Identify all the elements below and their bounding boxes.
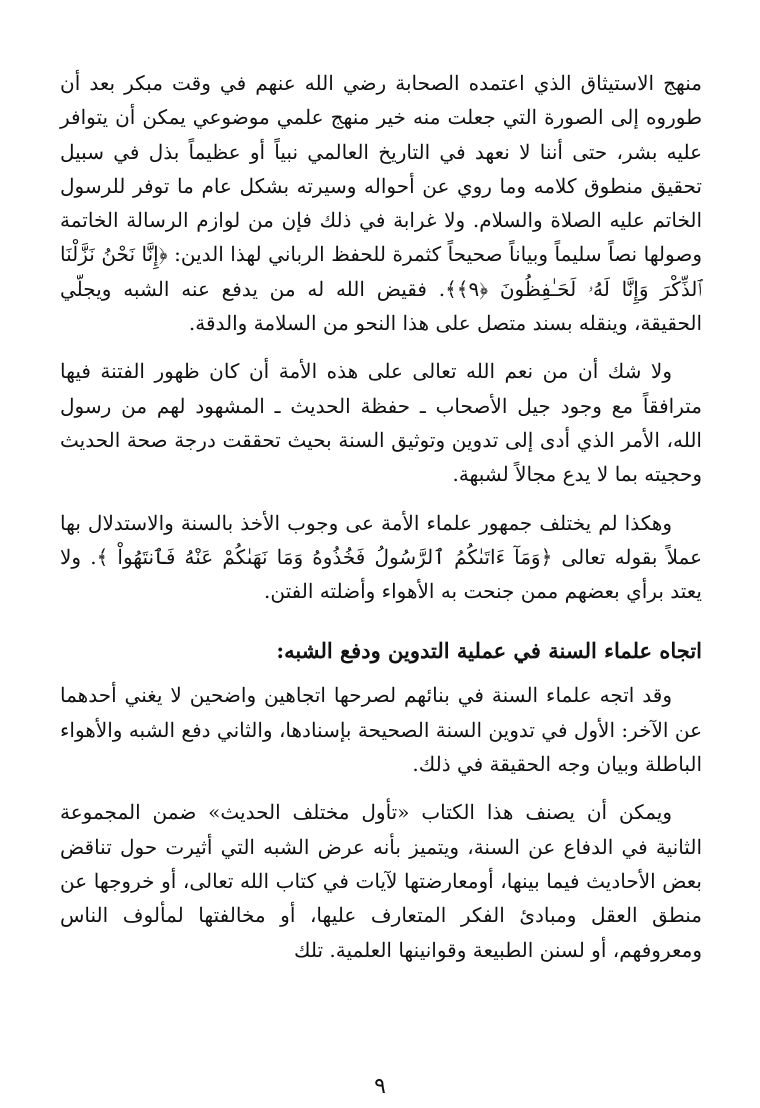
paragraph-3 [60, 506, 702, 609]
paragraph-3-text-before-verse: وهكذا لم يختلف جمهور علماء الأمة عى وجوب الأخذ بالسنة والاستدلال بها عملاً بقوله تعالى [60, 510, 703, 569]
book-page [60, 66, 702, 1068]
paragraph-1 [60, 66, 702, 340]
paragraph-1-text-after-verse: . فقيض الله له من يدفع عنه الشبه ويجلّي الحقيقة، وينقله بسند متصل على هذا النحو من السلامة والدقة. [60, 276, 702, 336]
section-heading: اتجاه علماء السنة في عملية التدوين ودفع الشبه: [276, 638, 702, 664]
paragraph-2: ولا شك أن من نعم الله تعالى على هذه الأمة أن كان ظهور الفتنة فيها مترافقاً مع وجود جيل الأصحاب ـ حفظة الحديث ـ المشهود لهم من رسول الله، الأمر الذي أدى إلى تدوين وتوثيق السنة بحيث تحققت درجة صحة الحديث وحجيته بما لا يدع مجالاً لشبهة. [60, 359, 702, 487]
paragraph-spacer [60, 781, 702, 795]
paragraph-4: وقد اتجه علماء السنة في بنائهم لصرحها اتجاهين واضحين لا يغني أحدهما عن الآخر: الأول في تدوين السنة الصحيحة بإسنادها، والثاني دفع الشبه والأهواء الباطلة وبيان وجه الحقيقة في ذلك. [60, 683, 703, 777]
paragraph-spacer [60, 492, 702, 506]
quran-verse-al-hashr-7: ﴿وَمَآ ءَاتَىٰكُمُ ٱلرَّسُولُ فَخُذُوهُ وَمَا نَهَىٰكُمْ عَنْهُ فَٱنتَهُواْ ﴾ [96, 544, 553, 569]
paragraph-1-text-before-verse: منهج الاستيثاق الذي اعتمده الصحابة رضي الله عنهم في وقت مبكر بعد أن طوروه إلى الصورة التي جعلت منه خير منهج علمي موضوعي يمكن أن يتوافر عليه بشر، حتى أننا لا نعهد في التاريخ العالمي نبياً أو عظيماً بذل في سبيل تحقيق منطوق كلامه وما روي عن أحواله وسيرته بشكل عام ما توفر للرسول الخاتم عليه الصلاة والسلام. ولا غرابة في ذلك فإن من لوازم الرسالة الخاتمة وصولها نصاً سليماً وبياناً صحيحاً كثمرة للحفظ الرباني لهذا الدين: [60, 71, 702, 267]
paragraph-3-text-after-verse: . ولا يعتد برأي بعضهم ممن جنحت به الأهواء وأضلته الفتن. [60, 544, 702, 604]
paragraph-5: ويمكن أن يصنف هذا الكتاب «تأول مختلف الحديث» ضمن المجموعة الثانية في الدفاع عن السنة، ويتميز بأنه عرض الشبه التي أثيرت حول تناقض بعض الأحاديث فيما بينها، أومعارضتها لآيات في كتاب الله تعالى، أو خروجها عن منطق العقل ومبادئ الفكر المتعارف عليها، أو مخالفتها لمألوف الناس ومعروفهم، أو لسنن الطبيعة وقوانينها العلمية. تلك [60, 800, 702, 962]
quran-verse-al-hijr-9: ﴿إِنَّا نَحْنُ نَزَّلْنَا ٱلذِّكْرَ وَإِنَّا لَهُۥ لَحَـٰفِظُونَ ﴿٩﴾﴾ [60, 242, 702, 301]
paragraph-spacer [60, 608, 702, 622]
page-number: ٩ [374, 1074, 386, 1099]
paragraph-spacer [60, 340, 702, 354]
